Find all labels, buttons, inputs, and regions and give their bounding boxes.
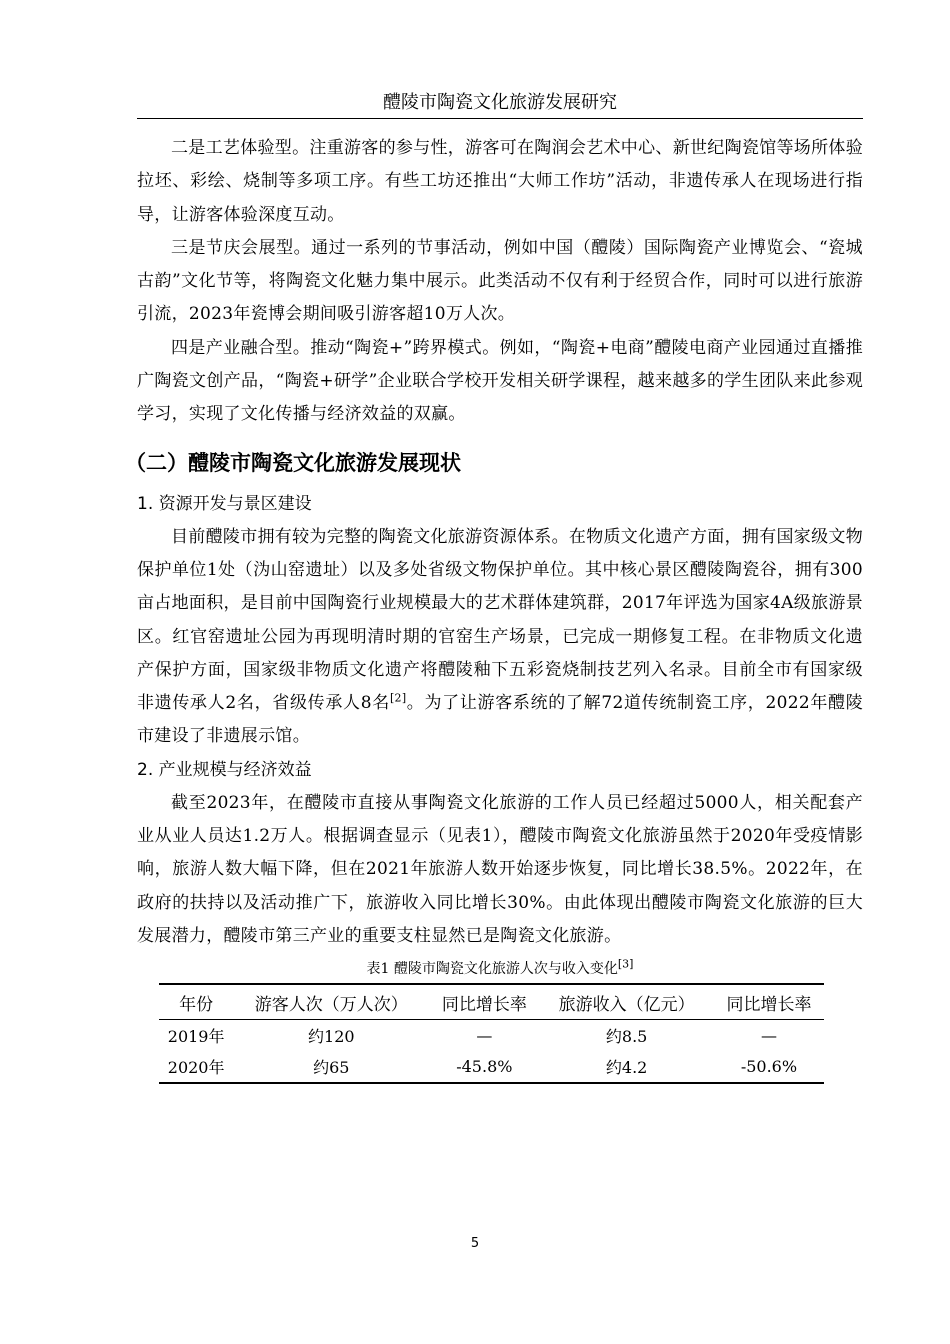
subsection-heading-economy: 2. 产业规模与经济效益	[137, 759, 312, 780]
table-cell: 约65	[233, 1051, 429, 1083]
table-cell: 约8.5	[605, 1027, 648, 1047]
table-header-cell: 同比增长率	[714, 984, 824, 1020]
table-header-cell: 年份	[159, 984, 233, 1020]
header-rule	[137, 118, 863, 119]
paragraph-craft-experience: 二是工艺体验型。注重游客的参与性，游客可在陶润会艺术中心、新世纪陶瓷馆等场所体验拉坯、彩绘、烧制等多项工序。有些工坊还推出“大师工作坊”活动，非遗传承人在现场进行指导，让游客体验深度互动。	[137, 138, 863, 225]
table-caption	[137, 957, 863, 981]
table-caption-text: 表1 醴陵市陶瓷文化旅游人次与收入变化	[366, 961, 618, 978]
table-cell: 2019年	[167, 1027, 225, 1047]
paragraph-resources	[137, 521, 863, 754]
table-header-cell: 同比增长率	[429, 984, 539, 1020]
table-row	[159, 1020, 824, 1052]
table-cell: -50.6%	[714, 1051, 824, 1083]
page-body	[125, 132, 863, 1084]
page-number: 5	[470, 1236, 480, 1251]
table-header-row	[159, 984, 824, 1020]
table-cell: -45.8%	[429, 1051, 539, 1083]
subsection-heading-resources: 1. 资源开发与景区建设	[137, 493, 312, 514]
citation-ref-3: [3]	[617, 957, 634, 971]
paragraph-resources-text-after: 。为了让游客系统的了解72道传统制瓷工序，2022年醴陵市建设了非遗展示馆。	[137, 693, 863, 747]
table-row	[159, 1051, 824, 1083]
table-header-cell: 旅游收入（亿元）	[539, 984, 714, 1020]
table-cell: —	[476, 1026, 493, 1046]
tourism-data-table	[159, 983, 824, 1084]
citation-ref-2: [2]	[389, 691, 407, 705]
section-heading: （二）醴陵市陶瓷文化旅游发展现状	[125, 450, 461, 475]
paragraph-resources-text: 目前醴陵市拥有较为完整的陶瓷文化旅游资源体系。在物质文化遗产方面，拥有国家级文物保护单位1处（沩山窑遗址）以及多处省级文物保护单位。其中核心景区醴陵陶瓷谷，拥有300亩占地面积，是目前中国陶瓷行业规模最大的艺术群体建筑群，2017年评选为国家4A级旅游景区。红官窑遗址公园为再现明清时期的官窑生产场景，已完成一期修复工程。在非物质文化遗产保护方面，国家级非物质文化遗产将醴陵釉下五彩瓷烧制技艺列入名录。目前全市有国家级非遗传承人2名，省级传承人8名	[137, 526, 863, 714]
table-cell: 约4.2	[539, 1051, 714, 1083]
table-cell: —	[760, 1026, 777, 1046]
paragraph-festival-exhibition: 三是节庆会展型。通过一系列的节事活动，例如中国（醴陵）国际陶瓷产业博览会、“瓷城古韵”文化节等，将陶瓷文化魅力集中展示。此类活动不仅有利于经贸合作，同时可以进行旅游引流，2023年瓷博会期间吸引游客超10万人次。	[137, 237, 863, 325]
table-header-cell: 游客人次（万人次）	[233, 984, 429, 1020]
running-header: 醴陵市陶瓷文化旅游发展研究	[383, 92, 617, 113]
paragraph-economy: 截至2023年，在醴陵市直接从事陶瓷文化旅游的工作人员已经超过5000人，相关配套产业从业人员达1.2万人。根据调查显示（见表1），醴陵市陶瓷文化旅游虽然于2020年受疫情影响，旅游人数大幅下降，但在2021年旅游人数开始逐步恢复，同比增长38.5%。2022年，在政府的扶持以及活动推广下，旅游收入同比增长30%。由此体现出醴陵市陶瓷文化旅游的巨大发展潜力，醴陵市第三产业的重要支柱显然已是陶瓷文化旅游。	[137, 792, 863, 946]
table-cell: 2020年	[159, 1051, 233, 1083]
table-cell: 约120	[308, 1027, 355, 1047]
paragraph-industry-fusion: 四是产业融合型。推动“陶瓷+”跨界模式。例如，“陶瓷+电商”醴陵电商产业园通过直播推广陶瓷文创产品，“陶瓷+研学”企业联合学校开发相关研学课程，越来越多的学生团队来此参观学习，实现了文化传播与经济效益的双赢。	[137, 337, 863, 425]
